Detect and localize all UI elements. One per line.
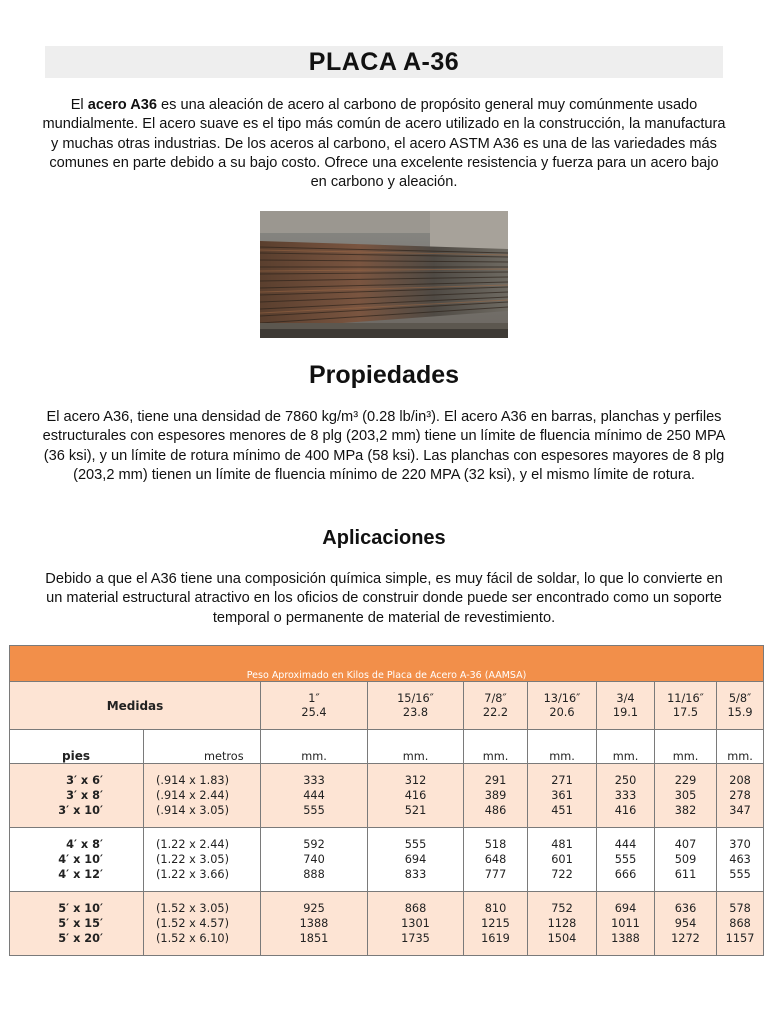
pies-cell (10, 892, 144, 956)
weight-cell-line: 833 (404, 868, 427, 881)
size-inch: 3/4 (616, 691, 635, 705)
weight-cell-line: 278 (729, 789, 751, 802)
weights-table (9, 645, 764, 956)
weight-cell (464, 764, 528, 828)
weight-cell-line: 611 (674, 868, 697, 881)
metros-header: metros (144, 730, 261, 764)
weight-cell-line: 777 (484, 868, 507, 881)
weight-cell-line: 648 (484, 853, 507, 866)
weight-cell (261, 828, 368, 892)
weight-cell-line: 1011 (611, 917, 640, 930)
size-mm: 22.2 (482, 705, 509, 719)
size-inch: 13/16″ (543, 691, 581, 705)
unit-label: mm. (528, 730, 597, 764)
weight-cell-line: 1128 (547, 917, 577, 930)
pies-cell-line: 4′ x 12′ (58, 868, 103, 881)
weight-cell-line: 444 (614, 838, 637, 851)
weight-cell-line: 509 (674, 853, 697, 866)
metros-cell-line: (1.52 x 6.10) (156, 932, 229, 945)
pies-cell-line: 3′ x 10′ (58, 804, 103, 817)
intro-paragraph (40, 96, 728, 192)
weight-cell-line: 925 (303, 902, 325, 915)
pies-cell-line: 3′ x 6′ (66, 774, 103, 787)
intro-text: es una aleación de acero al carbono de propósito general muy comúnmente usado mundialmente. El acero suave es el tipo más común de acero utilizado en la construcción, la manufactura y muchas otras industrias. De los aceros al carbono, el acero ASTM A36 es una de las variedades más comunes en parte debido a su bajo costo. Ofrece una excelente resistencia y fuerza para un acero bajo en carbono y aleación. (42, 97, 726, 191)
weight-cell-line: 1619 (481, 932, 510, 945)
metros-cell (144, 764, 261, 828)
size-header (717, 682, 764, 730)
weight-cell-line: 636 (674, 902, 697, 915)
weight-cell-line: 451 (551, 804, 573, 817)
pies-cell (10, 764, 144, 828)
table-row (10, 828, 764, 892)
size-mm: 15.9 (727, 705, 753, 719)
weight-cell-line: 382 (674, 804, 697, 817)
weight-cell-line: 578 (729, 902, 751, 915)
weight-cell (368, 892, 464, 956)
weight-cell-line: 1301 (401, 917, 430, 930)
weight-cell-line: 250 (614, 774, 637, 787)
unit-label: mm. (368, 730, 464, 764)
page-title: PLACA A-36 (308, 48, 460, 76)
weight-cell (655, 892, 717, 956)
weight-cell-line: 722 (551, 868, 573, 881)
weight-cell-line: 229 (674, 774, 697, 787)
table-row (10, 764, 764, 828)
weight-cell-line: 1851 (299, 932, 329, 945)
size-mm: 25.4 (301, 705, 327, 719)
metros-cell-line: (.914 x 1.83) (156, 774, 229, 787)
weight-cell-line: 333 (303, 774, 325, 787)
size-inch: 5/8″ (728, 691, 752, 705)
weight-cell-line: 444 (303, 789, 325, 802)
weight-cell-line: 555 (729, 868, 751, 881)
weight-cell-line: 271 (551, 774, 573, 787)
pies-cell-line: 3′ x 8′ (66, 789, 103, 802)
weight-cell-line: 868 (729, 917, 751, 930)
metros-cell-line: (1.22 x 3.66) (156, 868, 229, 881)
table-header-row (10, 682, 764, 730)
weight-cell-line: 486 (484, 804, 507, 817)
weight-cell-line: 752 (551, 902, 573, 915)
weight-cell-line: 740 (303, 853, 325, 866)
size-header (528, 682, 597, 730)
weight-cell-line: 463 (729, 853, 751, 866)
weight-cell (717, 892, 764, 956)
weight-cell-line: 1504 (547, 932, 577, 945)
size-mm: 17.5 (672, 705, 699, 719)
pies-cell (10, 828, 144, 892)
size-inch: 15/16″ (397, 691, 434, 705)
weight-cell-line: 694 (614, 902, 637, 915)
pies-header: pies (10, 730, 144, 764)
weight-cell (717, 764, 764, 828)
weight-cell (368, 764, 464, 828)
weight-cell-line: 1157 (725, 932, 755, 945)
pies-cell-line: 5′ x 20′ (58, 932, 103, 945)
weight-cell-line: 305 (674, 789, 697, 802)
propiedades-paragraph: El acero A36, tiene una densidad de 7860 kg/m³ (0.28 lb/in³). El acero A36 en barras, planchas y perfiles estructurales con espesores menores de 8 plg (203,2 mm) tiene un límite de fluencia mínimo de 250 MPA (36 ksi), y un límite de rotura mínimo de 400 MPa (58 ksi). Las planchas con espesores mayores de 8 plg (203,2 mm) tienen un límite de fluencia mínimo de 220 MPA (32 ksi), y el mismo límite de rotura. (42, 409, 726, 483)
unit-label: mm. (597, 730, 655, 764)
weight-cell (597, 764, 655, 828)
table-caption: Peso Aproximado en Kilos de Placa de Acero A-36 (AAMSA) (10, 646, 764, 682)
unit-label: mm. (464, 730, 528, 764)
steel-plates-illustration (260, 211, 508, 338)
metros-cell (144, 828, 261, 892)
metros-cell-line: (1.22 x 3.05) (156, 853, 229, 866)
weight-cell-line: 555 (614, 853, 637, 866)
weight-cell (655, 764, 717, 828)
weight-cell (368, 828, 464, 892)
weight-cell-line: 521 (404, 804, 427, 817)
pies-cell-line: 5′ x 15′ (58, 917, 103, 930)
weight-cell-line: 208 (729, 774, 751, 787)
weight-cell-line: 416 (404, 789, 427, 802)
weight-cell-line: 518 (484, 838, 507, 851)
weight-cell (717, 828, 764, 892)
weight-cell (597, 828, 655, 892)
metros-cell-line: (.914 x 3.05) (156, 804, 229, 817)
table-row (10, 892, 764, 956)
pies-cell-line: 5′ x 10′ (58, 902, 103, 915)
weight-cell-line: 666 (614, 868, 637, 881)
weight-cell-line: 1388 (299, 917, 329, 930)
weight-cell-line: 347 (729, 804, 751, 817)
title-bar (45, 46, 723, 78)
metros-cell-line: (.914 x 2.44) (156, 789, 229, 802)
weight-cell-line: 810 (484, 902, 507, 915)
weight-cell (597, 892, 655, 956)
weight-cell (261, 892, 368, 956)
metros-cell-line: (1.52 x 3.05) (156, 902, 229, 915)
metros-cell-line: (1.22 x 2.44) (156, 838, 229, 851)
weight-cell-line: 361 (551, 789, 573, 802)
intro-prefix: El (70, 97, 88, 113)
weight-cell (261, 764, 368, 828)
weight-cell-line: 291 (484, 774, 507, 787)
weight-cell-line: 416 (614, 804, 637, 817)
weight-cell (528, 828, 597, 892)
medidas-header: Medidas (10, 682, 261, 730)
weight-cell-line: 389 (484, 789, 507, 802)
size-inch: 11/16″ (667, 691, 704, 705)
pies-cell-line: 4′ x 10′ (58, 853, 103, 866)
steel-plates-photo (260, 211, 508, 338)
aplicaciones-heading: Aplicaciones (322, 527, 446, 549)
size-header (368, 682, 464, 730)
weight-cell-line: 312 (404, 774, 427, 787)
propiedades-heading: Propiedades (308, 361, 460, 389)
weight-cell (464, 892, 528, 956)
size-header (261, 682, 368, 730)
weight-cell-line: 1215 (481, 917, 510, 930)
metros-cell (144, 892, 261, 956)
weight-cell-line: 370 (729, 838, 751, 851)
size-header (464, 682, 528, 730)
weight-cell-line: 1388 (611, 932, 640, 945)
size-header (655, 682, 717, 730)
size-header (597, 682, 655, 730)
weight-cell-line: 481 (551, 838, 573, 851)
unit-label: mm. (655, 730, 717, 764)
weight-cell-line: 555 (404, 838, 427, 851)
weight-cell-line: 694 (404, 853, 427, 866)
unit-label: mm. (717, 730, 764, 764)
size-mm: 19.1 (612, 705, 639, 719)
size-inch: 7/8″ (484, 691, 507, 705)
size-mm: 23.8 (402, 705, 429, 719)
pies-cell-line: 4′ x 8′ (66, 838, 103, 851)
size-inch: 1″ (308, 691, 320, 705)
weight-cell-line: 601 (551, 853, 573, 866)
weight-cell-line: 954 (674, 917, 697, 930)
aplicaciones-paragraph: Debido a que el A36 tiene una composición química simple, es muy fácil de soldar, lo que lo convierte en un material estructural atractivo en los oficios de construir donde puede ser encontrado como un soporte temporal o permanente de material de revestimiento. (45, 571, 723, 626)
weight-cell (528, 764, 597, 828)
weight-cell-line: 333 (614, 789, 637, 802)
metros-cell-line: (1.52 x 4.57) (156, 917, 229, 930)
weight-cell-line: 407 (674, 838, 697, 851)
table-caption-row (10, 646, 764, 682)
unit-label: mm. (261, 730, 368, 764)
weight-cell-line: 555 (303, 804, 325, 817)
weight-cell-line: 868 (404, 902, 427, 915)
intro-bold-term: acero A36 (87, 97, 157, 113)
weight-cell (464, 828, 528, 892)
table-units-row (10, 730, 764, 764)
size-mm: 20.6 (549, 705, 575, 719)
weight-cell (655, 828, 717, 892)
weight-cell-line: 592 (303, 838, 325, 851)
weight-cell-line: 1272 (671, 932, 700, 945)
weight-cell-line: 1735 (401, 932, 430, 945)
weight-cell-line: 888 (303, 868, 325, 881)
weight-cell (528, 892, 597, 956)
